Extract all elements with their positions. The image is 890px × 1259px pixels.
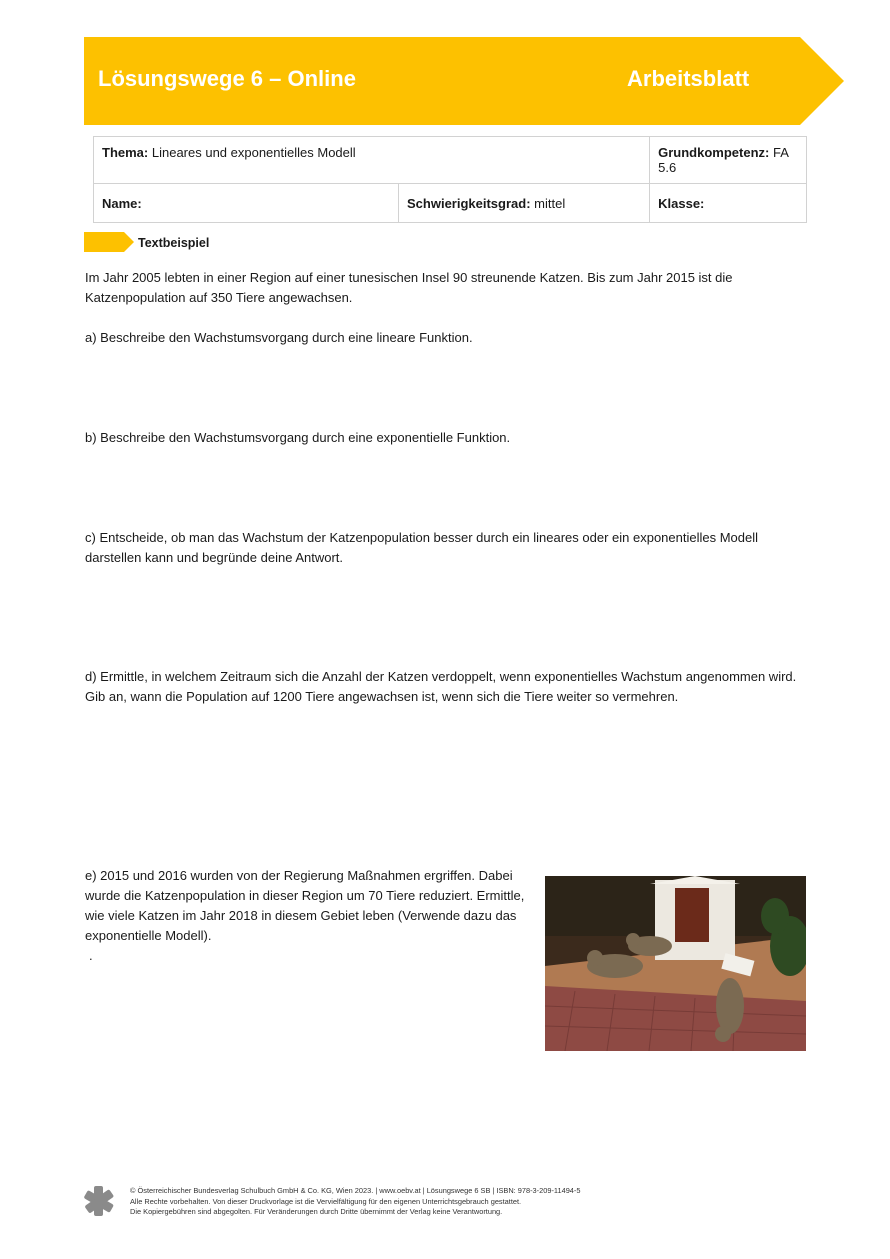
task-b: b) Beschreibe den Wachstumsvorgang durch eine exponentielle Funktion. xyxy=(85,430,511,445)
thema-cell: Thema: Lineares und exponentielles Modell xyxy=(94,137,650,184)
schwierigkeit-cell: Schwierigkeitsgrad: mittel xyxy=(399,184,650,223)
task-a: a) Beschreibe den Wachstumsvorgang durch eine lineare Funktion. xyxy=(85,330,473,345)
klasse-cell: Klasse: xyxy=(650,184,807,223)
task-d: d) Ermittle, in welchem Zeitraum sich die Anzahl der Katzen verdoppelt, wenn exponentielles Wachstum angenommen wird. Gib an, wann die Population auf 1200 Tiere angewachsen ist, wenn sich die Tiere weiter so vermehren. xyxy=(85,669,797,704)
header-title: Lösungswege 6 – Online xyxy=(98,66,356,91)
section-label: Textbeispiel xyxy=(138,236,210,250)
copyright-footer: © Österreichischer Bundesverlag Schulbuch GmbH & Co. KG, Wien 2023. | www.oebv.at | Lösungswege 6 SB | ISBN: 978-3-209-11494-5 Alle Rechte vorbehalten. Von dieser Druckvorlage ist die Vervielfältigung für den eigenen Unterrichtsgebrauch gestattet. Die Kopiergebühren sind abgegolten. Für Veränderungen durch Dritte übernimmt der Verlag keine Verantwortung. xyxy=(130,1186,581,1216)
publisher-logo-icon xyxy=(84,1186,114,1221)
kompetenz-cell: Grundkompetenz: FA 5.6 xyxy=(650,137,807,184)
task-e: e) 2015 und 2016 wurden von der Regierung Maßnahmen ergriffen. Dabei wurde die Katzenpopulation in dieser Region um 70 Tiere reduziert. Ermittle, wie viele Katzen im Jahr 2018 in diesem Gebiet leben (Verwende dazu das exponentielle Modell). . xyxy=(85,868,525,963)
section-arrow-icon xyxy=(84,232,134,257)
name-cell: Name: xyxy=(94,184,399,223)
cats-photo xyxy=(545,876,806,1051)
worksheet-label: Arbeitsblatt xyxy=(627,66,750,91)
meta-table xyxy=(93,136,807,223)
intro-text: Im Jahr 2005 lebten in einer Region auf einer tunesischen Insel 90 streunende Katzen. Bis zum Jahr 2015 ist die Katzenpopulation auf 350 Tiere angewachsen. xyxy=(85,270,733,305)
task-c: c) Entscheide, ob man das Wachstum der Katzenpopulation besser durch ein lineares oder ein exponentielles Modell darstellen kann und begründe deine Antwort. xyxy=(85,530,759,565)
